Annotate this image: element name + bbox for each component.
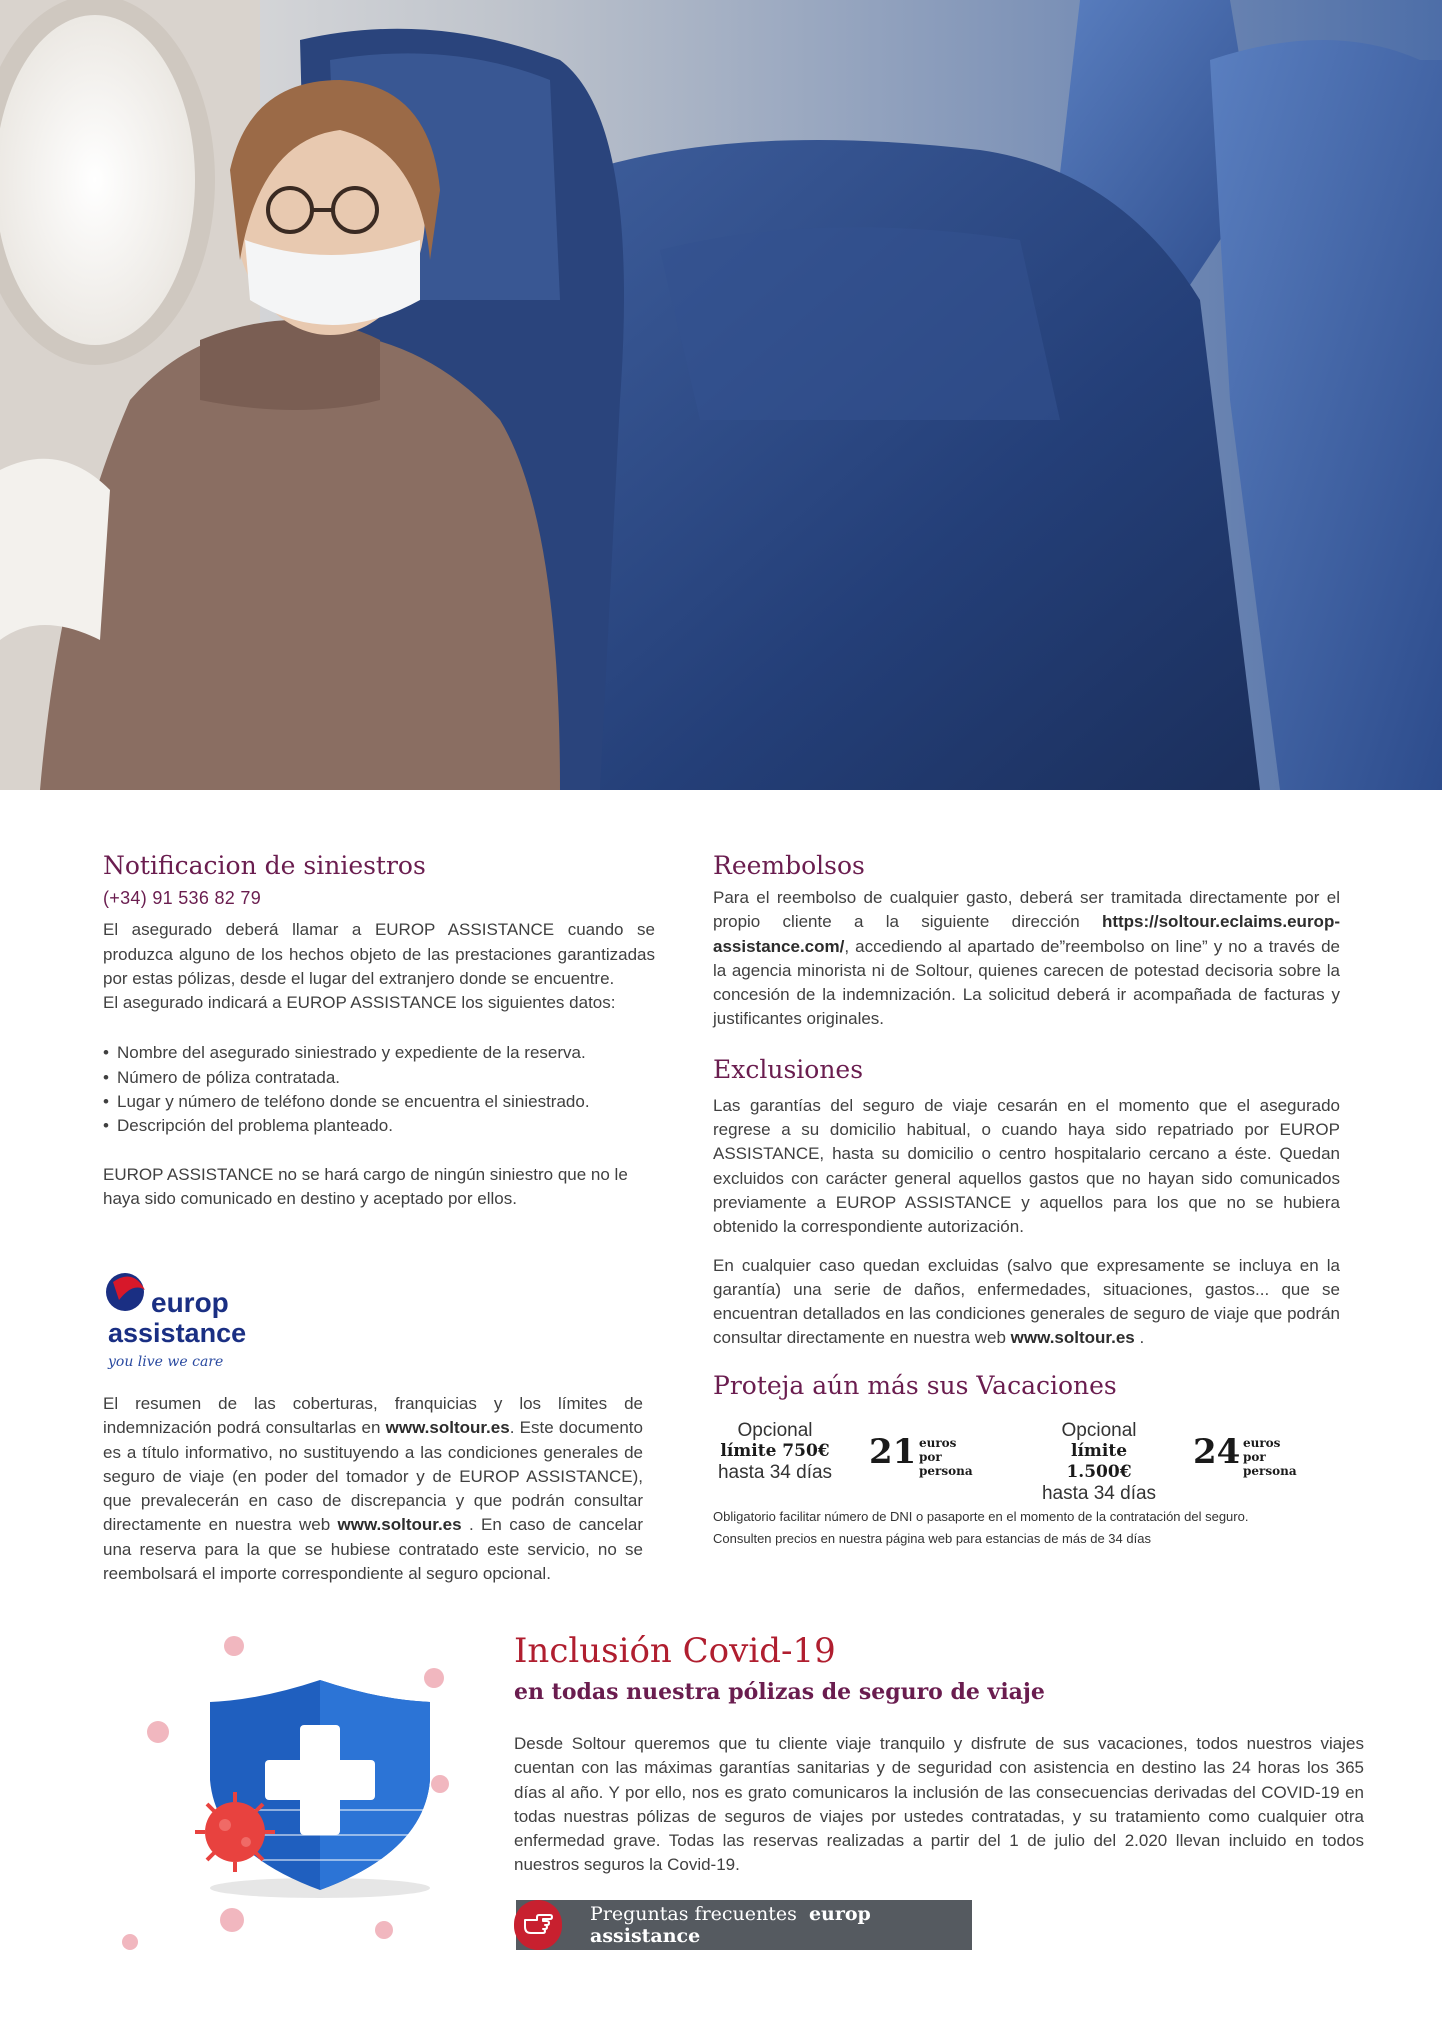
pointing-hand-icon bbox=[514, 1900, 562, 1950]
siniestros-data-list bbox=[103, 1041, 655, 1138]
proteja-note-2: Consulten precios en nuestra página web para estancias de más de 34 días bbox=[713, 1531, 1151, 1546]
siniestros-title: Notificacion de siniestros bbox=[103, 851, 426, 880]
soltour-link[interactable]: www.soltour.es bbox=[385, 1418, 510, 1438]
offer-optional: Opcional bbox=[737, 1420, 813, 1441]
eclaims-link[interactable]: https://soltour.eclaims.europ-assistance.com/ bbox=[713, 912, 1340, 956]
faq-button[interactable] bbox=[516, 1900, 972, 1950]
offer-unit-per-person: por persona bbox=[919, 1450, 973, 1478]
covid-subtitle: en todas nuestra pólizas de seguro de viaje bbox=[514, 1679, 1045, 1705]
resumen-text: . Este documento es a título informativo, no sustituyendo a las condiciones generales de seguro de viaje (en poder del tomador y de EUROP ASSISTANCE), que prevalecerán en caso de discrepancia y que podrán consultar directamente en nuestra web bbox=[103, 1418, 643, 1535]
logo-line2: assistance bbox=[108, 1318, 247, 1348]
exclusiones-paragraph-1: Las garantías del seguro de viaje cesarán en el momento que el asegurado regrese a su domicilio habitual, o cuando haya sido repatriado por EUROP ASSISTANCE, hasta su domicilio o centro hospitalario cercano a éste. Quedan excluidos con carácter general aquellos gastos que no hayan sido comunicados previamente a EUROP ASSISTANCE y aquellos para los que no se hubiera obtenido la correspondiente autorización. bbox=[713, 1095, 1340, 1237]
proteja-note-1: Obligatorio facilitar número de DNI o pasaporte en el momento de la contratación del seguro. bbox=[713, 1509, 1249, 1524]
exclusiones-text: . bbox=[1134, 1328, 1145, 1348]
offer-limit: límite 750€ bbox=[720, 1441, 830, 1461]
list-item: • Descripción del problema planteado. bbox=[103, 1114, 655, 1138]
soltour-link[interactable]: www.soltour.es bbox=[1010, 1328, 1135, 1348]
covid-shield-illustration bbox=[120, 1620, 480, 1960]
europ-assistance-logo bbox=[103, 1270, 253, 1380]
offer-duration: hasta 34 días bbox=[717, 1462, 833, 1483]
offer-label bbox=[1039, 1420, 1159, 1504]
offer-duration: hasta 34 días bbox=[1041, 1483, 1157, 1504]
offer-optional: Opcional bbox=[1061, 1420, 1137, 1441]
resumen-text: . En caso de cancelar una reserva para la que se hubiese contratado este servicio, no se reembolsará el importe correspondiente al seguro opcional. bbox=[103, 1515, 643, 1584]
offer-unit-euros: euros bbox=[919, 1436, 957, 1450]
proteja-title: Proteja aún más sus Vacaciones bbox=[713, 1371, 1117, 1400]
covid-title: Inclusión Covid-19 bbox=[514, 1631, 836, 1671]
reembolsos-exclusiones-section bbox=[713, 850, 1340, 1351]
offer-price-unit bbox=[919, 1436, 973, 1478]
list-item: • Lugar y número de teléfono donde se encuentra el siniestrado. bbox=[103, 1090, 655, 1114]
soltour-link[interactable]: www.soltour.es bbox=[337, 1515, 462, 1535]
siniestros-paragraph-1: El asegurado deberá llamar a EUROP ASSISTANCE cuando se produzca alguno de los hechos objeto de las prestaciones garantizadas por estas pólizas, desde el lugar del extranjero donde se encuentre. bbox=[103, 920, 655, 988]
resumen-paragraph bbox=[103, 1392, 643, 1586]
offer-limit: límite 1.500€ bbox=[1066, 1441, 1132, 1482]
reembolsos-text: Para el reembolso de cualquier gasto, deberá ser tramitada directamente por el propio cliente a la siguiente dirección bbox=[713, 888, 1340, 932]
covid-paragraph: Desde Soltour queremos que tu cliente viaje tranquilo y disfrute de sus vacaciones, todos nuestros viajes cuentan con las máximas garantías sanitarias y de seguridad con asistencia en destino las 24 horas los 365 días al año. Y por ello, nos es grato comunicaros la inclusión de las consecuencias derivadas del COVID-19 en todas nuestras pólizas de seguros de viajes por ustedes contratadas, y su tratamiento como cualquier otra enfermedad grave. Todas las reservas realizadas a partir del 1 de julio del 2.020 llevan incluido en todos nuestros seguros la Covid-19. bbox=[514, 1734, 1364, 1875]
virus-icon bbox=[195, 1792, 275, 1872]
reembolsos-text: , accediendo al apartado de”reembolso on line” y no a través de la agencia minorista ni de Soltour, quienes carecen de potestad decisoria sobre la concesión de la indemnización. La solicitud deberá ir acompañada de facturas y justificantes originales. bbox=[713, 936, 1340, 1029]
siniestros-paragraph-2: El asegurado indicará a EUROP ASSISTANCE los siguientes datos: bbox=[103, 993, 616, 1013]
faq-brand: europ assistance bbox=[590, 1903, 871, 1947]
logo-tagline: you live we care bbox=[108, 1354, 224, 1370]
list-item: • Nombre del asegurado siniestrado y expediente de la reserva. bbox=[103, 1041, 655, 1065]
reembolsos-title: Reembolsos bbox=[713, 851, 865, 880]
siniestros-paragraph-3: EUROP ASSISTANCE no se hará cargo de ningún siniestro que no le haya sido comunicado en destino y aceptado por ellos. bbox=[103, 1164, 628, 1208]
list-item: • Número de póliza contratada. bbox=[103, 1066, 655, 1090]
covid-section bbox=[514, 1630, 1364, 1878]
offer-price: 24 bbox=[1193, 1432, 1241, 1472]
siniestros-section bbox=[103, 850, 655, 1211]
siniestros-phone[interactable]: (+34) 91 536 82 79 bbox=[103, 888, 262, 908]
exclusiones-title: Exclusiones bbox=[713, 1054, 864, 1084]
faq-label: Preguntas frecuentes bbox=[590, 1903, 797, 1925]
exclusiones-paragraph-2 bbox=[713, 1254, 1340, 1351]
offer-price: 21 bbox=[869, 1432, 917, 1472]
reembolsos-paragraph bbox=[713, 886, 1340, 1032]
proteja-section bbox=[713, 1370, 1353, 1546]
offer-label bbox=[715, 1420, 835, 1483]
hero-photo bbox=[0, 0, 1442, 790]
airplane-cabin-illustration bbox=[0, 0, 1442, 790]
resumen-text: El resumen de las coberturas, franquicias y los límites de indemnización podrá consultarlas en bbox=[103, 1394, 643, 1438]
offer-unit-euros: euros bbox=[1243, 1436, 1281, 1450]
faq-button-label bbox=[590, 1903, 972, 1947]
offer-price-unit bbox=[1243, 1436, 1297, 1478]
offer-unit-per-person: por persona bbox=[1243, 1450, 1297, 1478]
logo-line1: europ bbox=[151, 1287, 229, 1318]
exclusiones-text: En cualquier caso quedan excluidas (salvo que expresamente se incluya en la garantía) una serie de daños, enfermedades, situaciones, gastos... que se encuentran detallados en las condiciones generales de seguro de viaje que podrán consultar directamente en nuestra web bbox=[713, 1255, 1340, 1348]
